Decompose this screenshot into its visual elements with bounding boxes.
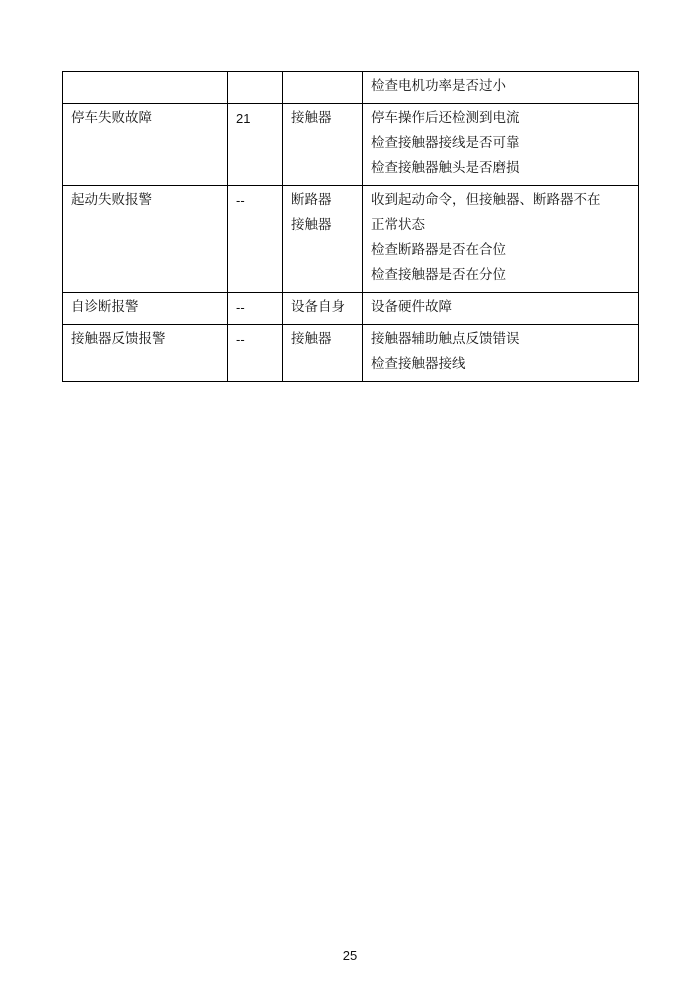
fault-code-cell: -- <box>228 325 283 382</box>
description-line: 设备硬件故障 <box>371 299 452 315</box>
fault-description-cell <box>363 186 639 293</box>
fault-code-cell: -- <box>228 293 283 325</box>
description-line: 停车操作后还检测到电流 <box>371 110 520 126</box>
fault-description-cell <box>363 293 639 325</box>
fault-description-cell <box>363 104 639 186</box>
fault-code-cell: -- <box>228 186 283 293</box>
fault-table <box>62 71 639 382</box>
fault-description-cell <box>363 72 639 104</box>
table-row <box>63 293 639 325</box>
description-line: 检查接触器触头是否磨损 <box>371 160 520 176</box>
fault-code-cell <box>228 72 283 104</box>
fault-code-cell: 21 <box>228 104 283 186</box>
fault-name-cell: 接触器反馈报警 <box>63 325 228 382</box>
description-line: 收到起动命令，但接触器、断路器不在 <box>371 192 601 208</box>
fault-source-cell: 接触器 <box>283 325 363 382</box>
table-row <box>63 104 639 186</box>
fault-name-cell: 起动失败报警 <box>63 186 228 293</box>
page-number: 25 <box>342 948 358 963</box>
fault-name-cell: 自诊断报警 <box>63 293 228 325</box>
description-line: 检查接触器接线是否可靠 <box>371 135 520 151</box>
description-line: 接触器辅助触点反馈错误 <box>371 331 520 347</box>
description-line: 检查断路器是否在合位 <box>371 242 506 258</box>
fault-source-cell: 设备自身 <box>283 293 363 325</box>
fault-source-cell: 接触器 <box>283 104 363 186</box>
description-line: 正常状态 <box>371 217 425 233</box>
table-row <box>63 72 639 104</box>
description-line: 检查接触器接线 <box>371 356 466 372</box>
fault-source-cell <box>283 72 363 104</box>
fault-source-cell: 断路器 接触器 <box>283 186 363 293</box>
table-row <box>63 186 639 293</box>
description-line: 检查接触器是否在分位 <box>371 267 506 283</box>
fault-name-cell: 停车失败故障 <box>63 104 228 186</box>
table-row <box>63 325 639 382</box>
description-line: 检查电机功率是否过小 <box>371 78 506 94</box>
fault-name-cell <box>63 72 228 104</box>
fault-description-cell <box>363 325 639 382</box>
